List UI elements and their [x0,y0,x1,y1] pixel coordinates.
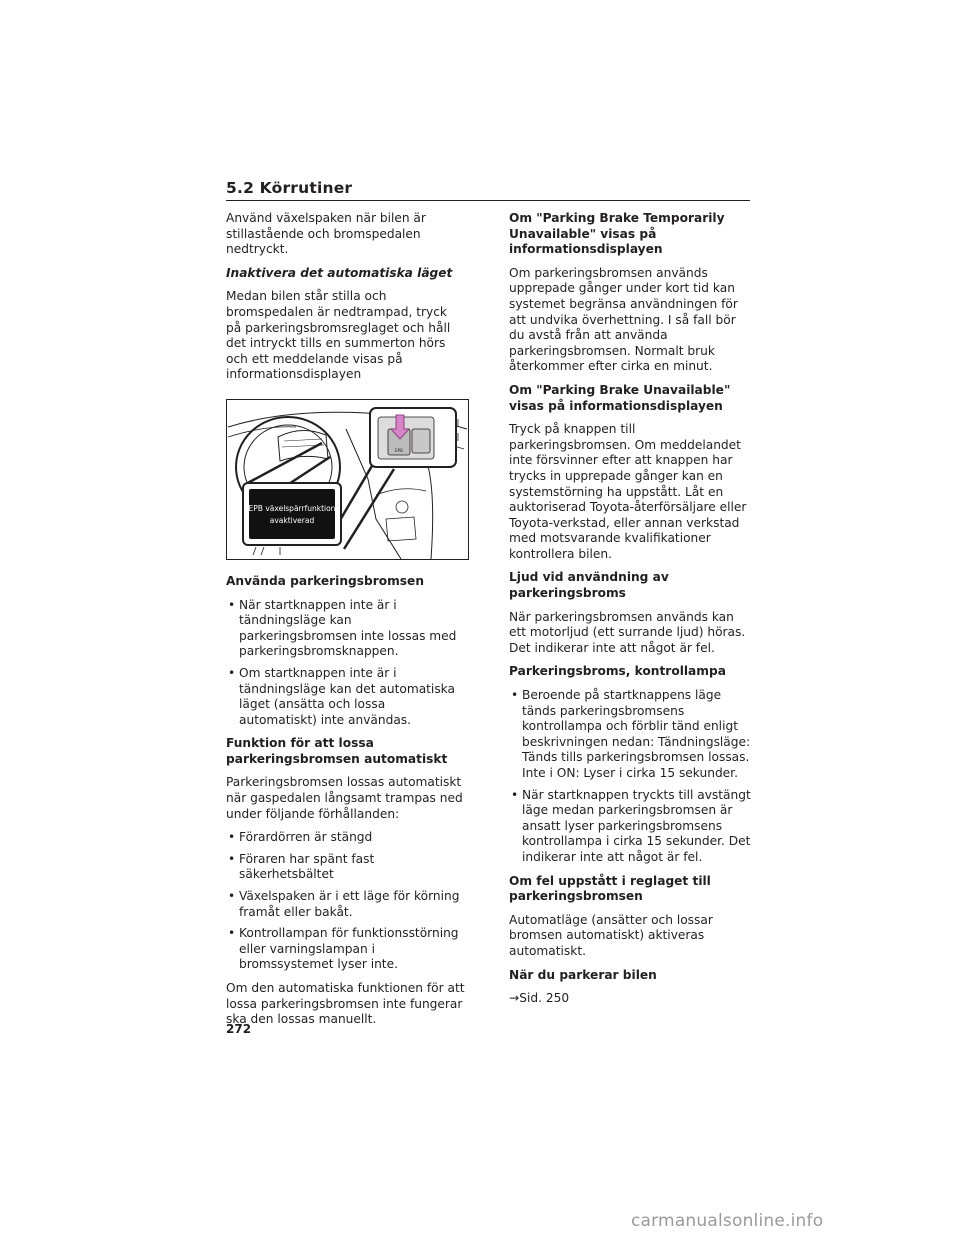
indicator-lamp-heading: Parkeringsbroms, kontrollampa [509,664,726,679]
list-item: • När startknappen tryckts till avstängt läge medan parkeringsbromsen är ansatt lyser parkeringsbromsens kontrollampa i cirka 15 sekunder. Det indikerar inte att något är fel. [509,788,754,866]
disable-auto-heading: Inaktivera det automatiska läget [226,265,453,280]
disable-auto-paragraph: Medan bilen står stilla och bromspedalen är nedtrampad, tryck på parkeringsbromsreglaget och håll det intryckt tills en summerton hörs och ett meddelande visas på informationsdisplayen [226,289,451,382]
dashboard-illustration [226,399,469,560]
page-reference-link[interactable]: →Sid. 250 [509,991,570,1006]
parking-heading: När du parkerar bilen [509,967,657,982]
unavailable-paragraph: Tryck på knappen till parkeringsbromsen. Om meddelandet inte försvinner efter att knappen har trycks in upprepade gånger kan en systemstörning ha uppstått. Låt en auktoriserad Toyota-återförsäljare eller Toyota-verkstad, eller annan verkstad med motsvarande kvalifikationer kontrollera bilen. [509,422,747,561]
use-brake-heading: Använda parkeringsbromsen [226,573,424,588]
list-item: • Växelspaken är i ett läge för körning framåt eller bakåt. [226,889,466,920]
list-item: • Kontrollampan för funktionsstörning eller varningslampan i bromssystemet lyser inte. [226,926,466,973]
parking-brake-figure [226,399,469,560]
intro-paragraph: Använd växelspaken när bilen är stillastående och bromspedalen nedtryckt. [226,211,426,257]
section-header [226,178,750,201]
list-item: • Beroende på startknappens läge tänds parkeringsbromsens kontrollampa och förblir tänd enligt beskrivningen nedan: Tändningsläge: Tänds tills parkeringsbromsen lossas. Inte i ON: Lyser i cirka 15 sekunder. [509,688,754,782]
switch-fault-paragraph: Automatläge (ansätter och lossar bromsen automatiskt) aktiveras automatiskt. [509,912,713,958]
auto-release-paragraph: Parkeringsbromsen lossas automatiskt när gaspedalen långsamt trampas ned under följande förhållanden: [226,775,463,821]
auto-release-heading: Funktion för att lossa parkeringsbromsen automatiskt [226,736,448,766]
list-item: • Föraren har spänt fast säkerhetsbältet [226,852,466,883]
manual-release-paragraph: Om den automatiska funktionen för att lossa parkeringsbromsen inte fungerar ska den lossas manuellt. [226,981,465,1027]
page-number: 272 [226,1022,252,1036]
section-title: 5.2 Körrutiner [226,179,353,197]
svg-text:EPB: EPB [395,447,403,453]
sound-heading: Ljud vid användning av parkeringsbroms [509,570,669,601]
footer-watermark: carmanualsonline.info [631,1211,824,1231]
indicator-lamp-list [509,688,754,866]
use-brake-list [226,598,466,729]
unavailable-heading: Om "Parking Brake Unavailable" visas på informationsdisplayen [509,382,731,413]
svg-text:avaktiverad: avaktiverad [269,515,315,525]
sound-paragraph: När parkeringsbromsen används kan ett motorljud (ett surrande ljud) höras. Det indikerar inte att något är fel. [509,609,746,655]
temporarily-unavailable-heading: Om "Parking Brake Temporarily Unavailable" visas på informationsdisplayen [509,211,725,257]
auto-release-list [226,830,466,973]
left-column [226,211,466,1036]
list-item: • Om startknappen inte är i tändningsläge kan det automatiska läget (ansätta och lossa automatiskt) inte användas. [226,666,466,728]
svg-text:EPB växelspärrfunktion: EPB växelspärrfunktion [248,503,336,513]
temporarily-unavailable-paragraph: Om parkeringsbromsen används upprepade gånger under kort tid kan systemet begränsa användningen för att undvika överhettning. I så fall bör du avstå från att använda parkeringsbromsen. Normalt bruk återkommer efter cirka en minut. [509,265,738,374]
switch-fault-heading: Om fel uppstått i reglaget till parkeringsbromsen [509,873,711,904]
list-item: • När startknappen inte är i tändningsläge kan parkeringsbromsen inte lossas med parkeringsbromsknappen. [226,598,466,660]
list-item: • Förardörren är stängd [226,830,466,846]
right-column [509,211,754,1015]
